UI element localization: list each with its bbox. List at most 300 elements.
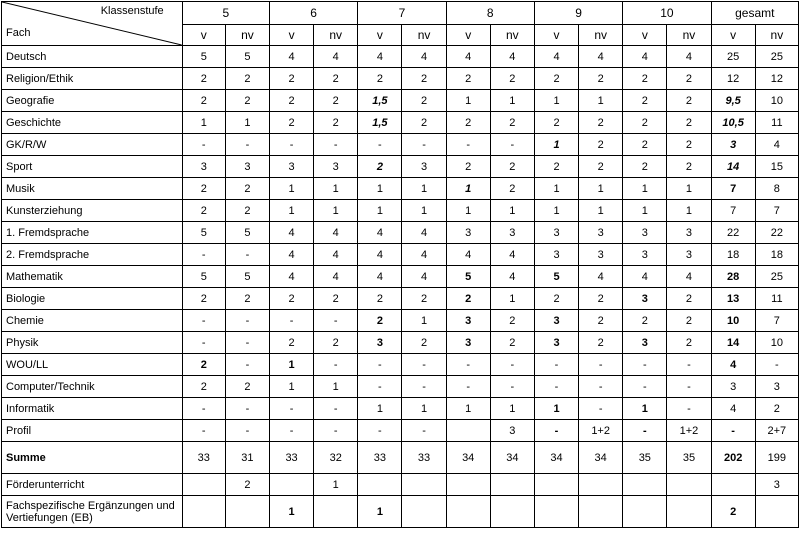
hours-cell: 2 xyxy=(314,112,358,134)
total-cell: 7 xyxy=(711,178,755,200)
nv-subheader: nv xyxy=(225,25,269,46)
hours-cell: 5 xyxy=(446,266,490,288)
hours-cell: 1 xyxy=(490,398,534,420)
hours-cell: - xyxy=(314,310,358,332)
hours-cell: 4 xyxy=(667,266,711,288)
hours-cell: 3 xyxy=(225,156,269,178)
hours-cell: 4 xyxy=(269,46,313,68)
hours-cell: - xyxy=(182,310,225,332)
hours-cell: 1 xyxy=(534,178,578,200)
hours-cell: 34 xyxy=(579,442,623,474)
table-row xyxy=(2,156,799,178)
total-cell: 3 xyxy=(711,376,755,398)
hours-cell: 3 xyxy=(534,310,578,332)
hours-cell: 33 xyxy=(402,442,446,474)
hours-cell: 2 xyxy=(358,68,402,90)
hours-cell: 3 xyxy=(490,420,534,442)
hours-cell: - xyxy=(314,134,358,156)
hours-cell: 1+2 xyxy=(579,420,623,442)
hours-cell: 4 xyxy=(269,244,313,266)
hours-cell: 1 xyxy=(269,178,313,200)
hours-cell: - xyxy=(623,376,667,398)
total-cell: 3 xyxy=(755,474,798,496)
v-subheader: v xyxy=(623,25,667,46)
hours-cell: - xyxy=(534,420,578,442)
hours-cell: 3 xyxy=(534,244,578,266)
total-cell: 14 xyxy=(711,156,755,178)
grade-header: 5 xyxy=(182,2,269,25)
hours-cell: 2 xyxy=(667,112,711,134)
hours-cell: 1 xyxy=(358,200,402,222)
hours-cell: 4 xyxy=(446,46,490,68)
hours-cell: 3 xyxy=(623,332,667,354)
table-row xyxy=(2,354,799,376)
hours-cell: 2 xyxy=(225,376,269,398)
hours-cell: 2 xyxy=(579,112,623,134)
table-row xyxy=(2,288,799,310)
hours-cell: 1 xyxy=(402,200,446,222)
hours-cell: 2 xyxy=(225,288,269,310)
hours-cell: - xyxy=(402,376,446,398)
hours-cell: 2 xyxy=(490,178,534,200)
hours-cell: - xyxy=(225,398,269,420)
hours-cell xyxy=(269,474,313,496)
table-row xyxy=(2,112,799,134)
hours-cell: 2 xyxy=(446,156,490,178)
subject-cell: 1. Fremdsprache xyxy=(2,222,183,244)
hours-cell: 2 xyxy=(269,332,313,354)
hours-cell: 2 xyxy=(579,134,623,156)
hours-cell: 2 xyxy=(534,68,578,90)
hours-cell: 4 xyxy=(490,46,534,68)
hours-cell: 3 xyxy=(490,222,534,244)
hours-cell: 4 xyxy=(358,244,402,266)
table-row xyxy=(2,376,799,398)
hours-cell: 4 xyxy=(402,46,446,68)
total-cell: 25 xyxy=(711,46,755,68)
hours-cell: 1 xyxy=(579,200,623,222)
hours-cell xyxy=(182,496,225,528)
hours-cell: 3 xyxy=(446,222,490,244)
nv-subheader: nv xyxy=(667,25,711,46)
hours-cell: 4 xyxy=(269,266,313,288)
subject-cell: 2. Fremdsprache xyxy=(2,244,183,266)
total-cell: 10 xyxy=(755,90,798,112)
total-cell: 13 xyxy=(711,288,755,310)
table-row xyxy=(2,134,799,156)
hours-cell: 2 xyxy=(534,156,578,178)
hours-cell: 1 xyxy=(579,178,623,200)
hours-cell: - xyxy=(225,420,269,442)
hours-cell: 3 xyxy=(623,288,667,310)
total-cell: 7 xyxy=(755,200,798,222)
hours-cell: 2 xyxy=(579,68,623,90)
total-cell: 10 xyxy=(711,310,755,332)
hours-cell: - xyxy=(402,134,446,156)
hours-cell: - xyxy=(225,332,269,354)
hours-cell: 3 xyxy=(667,222,711,244)
v-subheader: v xyxy=(446,25,490,46)
hours-cell: 33 xyxy=(182,442,225,474)
fach-label: Fach xyxy=(6,27,31,39)
hours-cell: 2 xyxy=(314,332,358,354)
table-row xyxy=(2,266,799,288)
hours-cell: 3 xyxy=(314,156,358,178)
hours-cell: 1 xyxy=(623,200,667,222)
hours-cell: 1 xyxy=(314,200,358,222)
table-row xyxy=(2,496,799,528)
table-row xyxy=(2,332,799,354)
total-cell: 4 xyxy=(711,354,755,376)
hours-cell: 4 xyxy=(490,266,534,288)
total-cell: 11 xyxy=(755,112,798,134)
nv-subheader: nv xyxy=(490,25,534,46)
subject-cell: Fachspezifische Ergänzungen und Vertiefungen (EB) xyxy=(2,496,183,528)
grade-header: 9 xyxy=(534,2,622,25)
hours-cell: - xyxy=(623,420,667,442)
hours-cell: - xyxy=(667,354,711,376)
table-row xyxy=(2,310,799,332)
v-subheader: v xyxy=(358,25,402,46)
hours-cell: 32 xyxy=(314,442,358,474)
hours-cell: 2 xyxy=(667,332,711,354)
hours-cell: 2 xyxy=(667,134,711,156)
table-row xyxy=(2,200,799,222)
hours-cell: 2 xyxy=(225,90,269,112)
hours-cell: 2 xyxy=(269,288,313,310)
total-cell: 3 xyxy=(755,376,798,398)
hours-cell: 4 xyxy=(402,266,446,288)
hours-cell: 2 xyxy=(225,178,269,200)
hours-cell: 2 xyxy=(667,310,711,332)
hours-cell: 1 xyxy=(446,200,490,222)
hours-cell: 1 xyxy=(534,398,578,420)
subject-cell: Profil xyxy=(2,420,183,442)
hours-cell: 2 xyxy=(623,112,667,134)
hours-cell: 3 xyxy=(358,332,402,354)
hours-cell: 2 xyxy=(490,332,534,354)
hours-cell: 1 xyxy=(402,398,446,420)
hours-cell: - xyxy=(534,354,578,376)
subject-cell: Sport xyxy=(2,156,183,178)
total-cell: 7 xyxy=(711,200,755,222)
v-subheader: v xyxy=(534,25,578,46)
hours-cell: - xyxy=(667,398,711,420)
hours-cell xyxy=(579,474,623,496)
table-row xyxy=(2,222,799,244)
total-cell: 10 xyxy=(755,332,798,354)
total-cell: 10,5 xyxy=(711,112,755,134)
hours-cell: 2 xyxy=(225,474,269,496)
hours-cell: 1 xyxy=(623,178,667,200)
hours-cell: 2 xyxy=(490,156,534,178)
hours-cell: 1 xyxy=(402,310,446,332)
total-cell: 9,5 xyxy=(711,90,755,112)
subject-cell: Mathematik xyxy=(2,266,183,288)
hours-cell: 3 xyxy=(269,156,313,178)
hours-cell: 1 xyxy=(269,496,313,528)
hours-cell: 4 xyxy=(314,222,358,244)
hours-cell: 2 xyxy=(667,288,711,310)
nv-subheader: nv xyxy=(314,25,358,46)
hours-cell: 1 xyxy=(269,200,313,222)
hours-cell: 1,5 xyxy=(358,112,402,134)
hours-cell: 4 xyxy=(534,46,578,68)
grade-header: 6 xyxy=(269,2,357,25)
total-cell: 14 xyxy=(711,332,755,354)
hours-cell: 2 xyxy=(402,68,446,90)
total-cell: 25 xyxy=(755,46,798,68)
hours-cell: 3 xyxy=(182,156,225,178)
hours-cell xyxy=(225,496,269,528)
subject-cell: Förderunterricht xyxy=(2,474,183,496)
hours-cell: 2 xyxy=(623,68,667,90)
hours-cell: 1 xyxy=(667,200,711,222)
hours-cell: - xyxy=(225,244,269,266)
hours-cell: 2 xyxy=(623,156,667,178)
hours-cell: 33 xyxy=(358,442,402,474)
hours-cell: 4 xyxy=(579,266,623,288)
hours-cell: 2 xyxy=(182,376,225,398)
hours-cell: 2 xyxy=(182,90,225,112)
hours-cell: 2 xyxy=(402,112,446,134)
hours-cell: 1 xyxy=(314,178,358,200)
hours-cell xyxy=(446,496,490,528)
hours-cell: - xyxy=(225,354,269,376)
hours-cell: 2 xyxy=(667,156,711,178)
hours-cell: 1 xyxy=(534,200,578,222)
subject-cell: Religion/Ethik xyxy=(2,68,183,90)
total-cell: 8 xyxy=(755,178,798,200)
hours-cell: 3 xyxy=(623,244,667,266)
total-cell: 12 xyxy=(711,68,755,90)
hours-cell: 2 xyxy=(314,288,358,310)
hours-cell: 3 xyxy=(446,332,490,354)
hours-cell: 1 xyxy=(490,288,534,310)
hours-cell xyxy=(402,496,446,528)
nv-subheader: nv xyxy=(755,25,798,46)
hours-cell: 1 xyxy=(358,178,402,200)
hours-cell: 2 xyxy=(182,288,225,310)
table-row xyxy=(2,46,799,68)
hours-cell: 1 xyxy=(269,376,313,398)
hours-cell: 2 xyxy=(490,112,534,134)
total-cell: 2 xyxy=(711,496,755,528)
subject-cell: Biologie xyxy=(2,288,183,310)
hours-cell: 2 xyxy=(269,112,313,134)
hours-cell: 4 xyxy=(358,46,402,68)
hours-cell: 2 xyxy=(667,68,711,90)
hours-cell: 2 xyxy=(182,354,225,376)
hours-cell: 2 xyxy=(358,156,402,178)
hours-cell: 1 xyxy=(358,398,402,420)
total-cell: 18 xyxy=(755,244,798,266)
table-row xyxy=(2,474,799,496)
hours-cell: 2 xyxy=(269,68,313,90)
hours-cell xyxy=(446,420,490,442)
hours-cell: 1 xyxy=(534,134,578,156)
hours-cell: 34 xyxy=(534,442,578,474)
hours-cell xyxy=(314,496,358,528)
hours-cell: 2 xyxy=(269,90,313,112)
hours-cell: - xyxy=(667,376,711,398)
total-cell: 28 xyxy=(711,266,755,288)
total-cell xyxy=(755,496,798,528)
hours-cell: - xyxy=(490,376,534,398)
hours-cell: - xyxy=(225,310,269,332)
total-cell xyxy=(711,474,755,496)
subject-cell: Chemie xyxy=(2,310,183,332)
hours-cell xyxy=(490,474,534,496)
v-subheader: v xyxy=(269,25,313,46)
hours-cell: 2 xyxy=(534,288,578,310)
nv-subheader: nv xyxy=(579,25,623,46)
hours-cell: 1 xyxy=(402,178,446,200)
hours-cell: 4 xyxy=(623,266,667,288)
hours-cell: 1 xyxy=(225,112,269,134)
hours-cell: 4 xyxy=(358,266,402,288)
hours-cell: 1 xyxy=(314,474,358,496)
hours-cell: 1 xyxy=(446,90,490,112)
total-header: gesamt xyxy=(711,2,798,25)
hours-cell xyxy=(623,474,667,496)
subject-cell: Deutsch xyxy=(2,46,183,68)
total-cell: 199 xyxy=(755,442,798,474)
hours-cell: 4 xyxy=(446,244,490,266)
table-row xyxy=(2,68,799,90)
hours-cell: 2 xyxy=(490,68,534,90)
hours-cell: - xyxy=(534,376,578,398)
hours-cell xyxy=(534,496,578,528)
subject-cell: Kunsterziehung xyxy=(2,200,183,222)
table-body xyxy=(2,46,799,528)
table-row xyxy=(2,398,799,420)
hours-cell: 1 xyxy=(623,398,667,420)
hours-cell: 4 xyxy=(579,46,623,68)
hours-cell: 2 xyxy=(446,68,490,90)
hours-cell xyxy=(579,496,623,528)
total-cell: 11 xyxy=(755,288,798,310)
stundentafel-table xyxy=(1,1,799,528)
v-subheader: v xyxy=(711,25,755,46)
hours-cell: 2 xyxy=(446,112,490,134)
v-subheader: v xyxy=(182,25,225,46)
hours-cell: - xyxy=(182,420,225,442)
hours-cell: - xyxy=(579,398,623,420)
hours-cell: 4 xyxy=(402,222,446,244)
table-row xyxy=(2,90,799,112)
hours-cell: 4 xyxy=(314,244,358,266)
hours-cell: 1 xyxy=(358,496,402,528)
hours-cell: 4 xyxy=(667,46,711,68)
hours-cell: 35 xyxy=(623,442,667,474)
table-row xyxy=(2,244,799,266)
total-cell: 7 xyxy=(755,310,798,332)
hours-cell xyxy=(490,496,534,528)
klassenstufe-label: Klassenstufe xyxy=(100,5,164,17)
hours-cell: 1 xyxy=(490,90,534,112)
total-cell: 15 xyxy=(755,156,798,178)
hours-cell: 2 xyxy=(182,68,225,90)
subject-cell: Geografie xyxy=(2,90,183,112)
hours-cell xyxy=(667,496,711,528)
total-cell: 3 xyxy=(711,134,755,156)
hours-cell: - xyxy=(269,134,313,156)
hours-cell: 1 xyxy=(446,178,490,200)
hours-cell: - xyxy=(579,354,623,376)
grade-header: 8 xyxy=(446,2,534,25)
hours-cell: - xyxy=(358,354,402,376)
hours-cell: - xyxy=(623,354,667,376)
total-cell: 25 xyxy=(755,266,798,288)
hours-cell: 5 xyxy=(182,266,225,288)
hours-cell: - xyxy=(358,376,402,398)
hours-cell xyxy=(667,474,711,496)
hours-cell: - xyxy=(182,244,225,266)
hours-cell: - xyxy=(402,420,446,442)
hours-cell: - xyxy=(358,420,402,442)
total-cell: 4 xyxy=(755,134,798,156)
hours-cell: 2 xyxy=(623,90,667,112)
hours-cell: 4 xyxy=(314,46,358,68)
hours-cell: 2 xyxy=(623,310,667,332)
hours-cell: 2 xyxy=(358,288,402,310)
hours-cell: 1,5 xyxy=(358,90,402,112)
hours-cell: 35 xyxy=(667,442,711,474)
hours-cell: 4 xyxy=(358,222,402,244)
hours-cell: - xyxy=(225,134,269,156)
hours-cell: 3 xyxy=(534,222,578,244)
total-cell: 18 xyxy=(711,244,755,266)
total-cell: 22 xyxy=(711,222,755,244)
hours-cell: 2 xyxy=(182,178,225,200)
hours-cell: - xyxy=(490,134,534,156)
hours-cell: - xyxy=(446,354,490,376)
total-cell: 22 xyxy=(755,222,798,244)
total-cell: - xyxy=(755,354,798,376)
hours-cell: 5 xyxy=(225,266,269,288)
subject-cell: Physik xyxy=(2,332,183,354)
hours-cell: 4 xyxy=(623,46,667,68)
hours-cell: - xyxy=(314,354,358,376)
subject-cell: Summe xyxy=(2,442,183,474)
hours-cell: 2 xyxy=(579,288,623,310)
hours-cell: 2 xyxy=(314,68,358,90)
hours-cell: 5 xyxy=(534,266,578,288)
total-cell: 202 xyxy=(711,442,755,474)
hours-cell: 2 xyxy=(402,288,446,310)
hours-cell xyxy=(446,474,490,496)
hours-cell: - xyxy=(579,376,623,398)
hours-cell: 2 xyxy=(314,90,358,112)
hours-cell: 5 xyxy=(225,222,269,244)
hours-cell: - xyxy=(269,420,313,442)
total-cell: 12 xyxy=(755,68,798,90)
total-cell: 2+7 xyxy=(755,420,798,442)
subject-cell: Computer/Technik xyxy=(2,376,183,398)
grade-header: 7 xyxy=(358,2,446,25)
hours-cell: 3 xyxy=(402,156,446,178)
hours-cell: 2 xyxy=(667,90,711,112)
hours-cell: 1 xyxy=(182,112,225,134)
hours-cell: 2 xyxy=(446,288,490,310)
hours-cell: - xyxy=(314,398,358,420)
hours-cell: 2 xyxy=(490,310,534,332)
header-corner-cell xyxy=(2,2,183,46)
hours-cell: 3 xyxy=(446,310,490,332)
hours-cell: - xyxy=(358,134,402,156)
hours-cell: - xyxy=(269,398,313,420)
